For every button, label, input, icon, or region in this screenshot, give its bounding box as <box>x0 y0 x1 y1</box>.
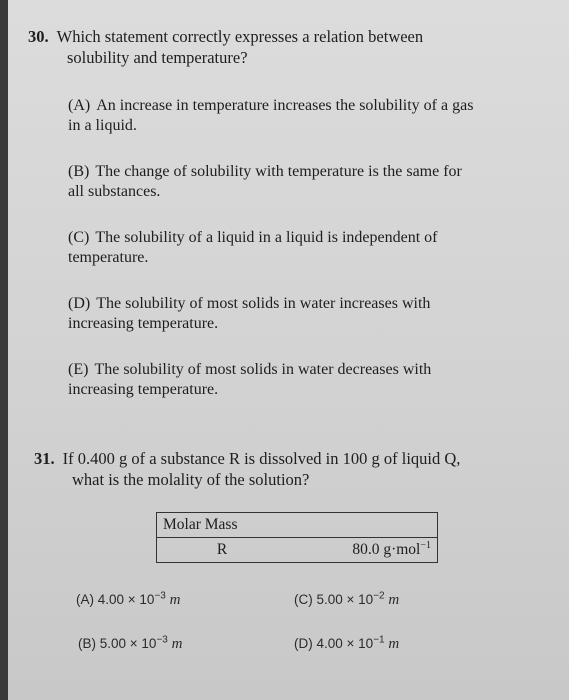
option-mantissa: 5.00 × 10 <box>99 636 157 651</box>
question-30-stem <box>28 26 558 68</box>
option-mantissa: 5.00 × 10 <box>316 592 374 607</box>
option-label: (D) <box>68 295 91 312</box>
option-text-line2: all substances. <box>68 183 161 200</box>
question-30-option-c[interactable] <box>68 228 556 268</box>
question-31-option-d[interactable] <box>294 636 399 653</box>
option-label: (C) <box>294 592 313 607</box>
question-30-option-b[interactable] <box>68 162 556 202</box>
option-unit: m <box>169 592 181 608</box>
molar-mass-exponent: −1 <box>420 539 431 551</box>
option-exponent: −1 <box>373 634 385 646</box>
question-31-stem-line2: what is the molality of the solution? <box>72 470 310 489</box>
option-exponent: −3 <box>154 590 166 602</box>
question-30-option-d[interactable] <box>68 294 556 334</box>
question-31-option-c[interactable] <box>294 592 399 609</box>
option-unit: m <box>388 592 400 608</box>
option-text-line1: The solubility of most solids in water increases with <box>96 295 431 312</box>
option-text-line2: increasing temperature. <box>68 381 219 398</box>
question-30-stem-line2: solubility and temperature? <box>67 48 248 67</box>
table-header-molar-mass: Molar Mass <box>157 513 438 538</box>
option-text-line2: in a liquid. <box>68 117 137 134</box>
option-label: (A) <box>68 97 91 114</box>
question-31-option-b[interactable] <box>78 636 182 653</box>
question-31-number: 31. <box>34 449 55 468</box>
option-exponent: −3 <box>156 634 168 646</box>
option-mantissa: 4.00 × 10 <box>316 636 374 651</box>
molar-mass-table <box>156 512 438 563</box>
option-text-line2: temperature. <box>68 249 149 266</box>
exam-page <box>8 0 569 700</box>
option-text-line1: The change of solubility with temperature is the same for <box>95 163 462 180</box>
option-exponent: −2 <box>373 590 385 602</box>
question-31-option-a[interactable] <box>76 592 180 609</box>
question-30-option-e[interactable] <box>68 360 556 400</box>
option-text-line2: increasing temperature. <box>68 315 219 332</box>
question-30-number: 30. <box>28 27 49 46</box>
option-mantissa: 4.00 × 10 <box>97 592 155 607</box>
table-cell-substance: R <box>157 538 288 563</box>
option-label: (C) <box>68 229 90 246</box>
option-label: (A) <box>76 592 94 607</box>
question-31-stem <box>34 448 564 490</box>
option-unit: m <box>388 636 400 652</box>
table-header-row <box>157 513 438 538</box>
option-label: (B) <box>78 636 96 651</box>
option-label: (E) <box>68 361 89 378</box>
option-label: (D) <box>294 636 313 651</box>
table-row <box>157 538 438 563</box>
table-cell-molar-mass-value <box>287 538 438 563</box>
option-text-line1: An increase in temperature increases the solubility of a gas <box>96 97 474 114</box>
question-30-option-a[interactable] <box>68 96 556 136</box>
option-unit: m <box>171 636 183 652</box>
molar-mass-value: 80.0 g·mol <box>352 541 421 558</box>
question-30-stem-line1: Which statement correctly expresses a relation between <box>56 27 424 46</box>
option-label: (B) <box>68 163 90 180</box>
question-31-stem-line1: If 0.400 g of a substance R is dissolved in 100 g of liquid Q, <box>62 449 461 468</box>
option-text-line1: The solubility of a liquid in a liquid is independent of <box>95 229 438 246</box>
option-text-line1: The solubility of most solids in water decreases with <box>94 361 432 378</box>
